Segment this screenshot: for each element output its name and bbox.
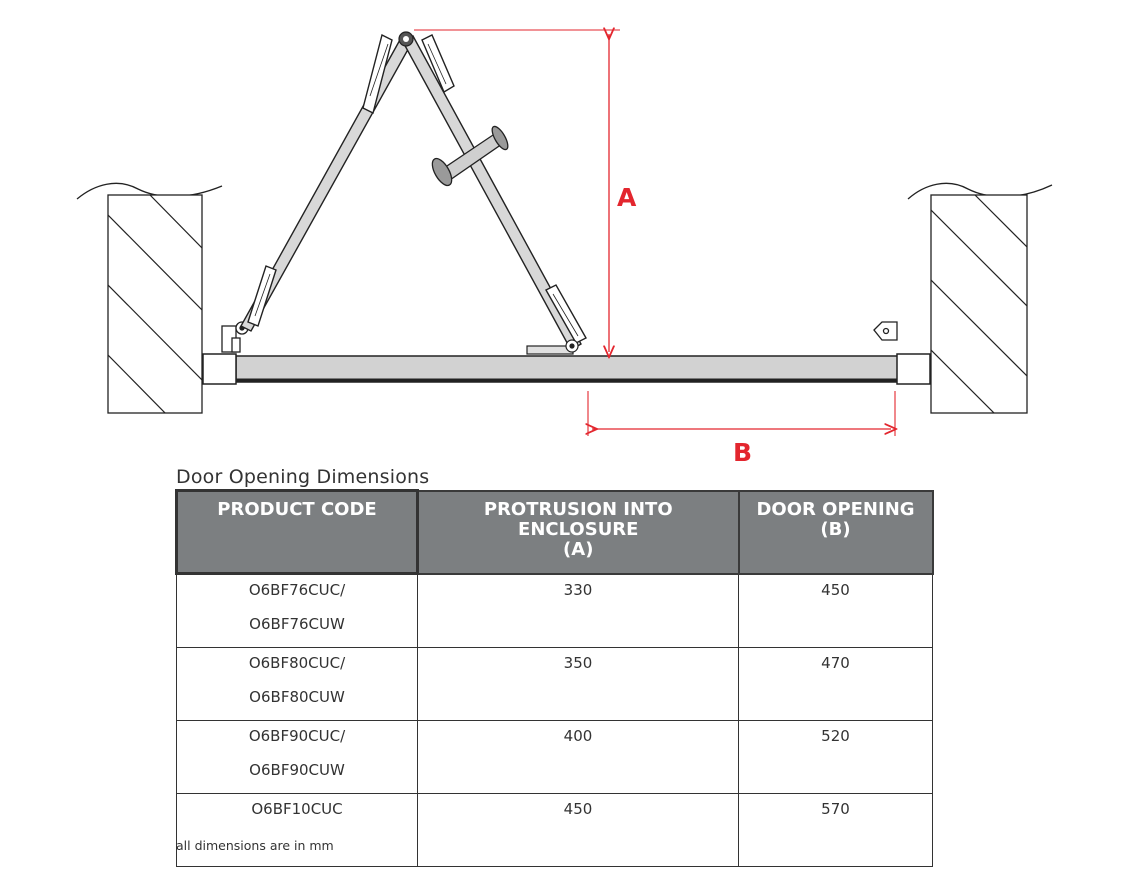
product-code-line2: O6BF76CUW — [249, 615, 345, 633]
product-code-cell — [177, 648, 418, 721]
dimension-a-label: A — [617, 183, 637, 212]
table-row — [177, 721, 933, 794]
protrusion-cell: 400 — [418, 721, 739, 794]
product-code-line2: O6BF90CUW — [249, 761, 345, 779]
shower-tray-rail — [203, 354, 930, 384]
table-row — [177, 574, 933, 648]
table-row — [177, 648, 933, 721]
door-opening-cell: 470 — [739, 648, 933, 721]
door-handle — [428, 124, 510, 188]
right-latch-bracket — [874, 322, 897, 340]
header-protrusion-line2: (A) — [563, 538, 594, 560]
product-code-cell — [177, 794, 418, 867]
door-opening-cell: 570 — [739, 794, 933, 867]
product-code-cell — [177, 721, 418, 794]
table-header-row — [177, 491, 933, 574]
header-product-code-text: PRODUCT CODE — [217, 499, 377, 520]
product-code-line1: O6BF76CUC/ — [248, 581, 346, 599]
door-opening-cell: 450 — [739, 574, 933, 648]
header-opening-line1: DOOR OPENING — [756, 498, 915, 520]
protrusion-cell: 350 — [418, 648, 739, 721]
header-product-code — [177, 491, 418, 574]
header-door-opening — [739, 491, 933, 574]
product-code-line1: O6BF80CUC/ — [248, 654, 346, 672]
right-door-panel — [403, 35, 586, 350]
product-code-line1: O6BF10CUC — [251, 800, 343, 818]
table-row — [177, 794, 933, 867]
header-opening-line2: (B) — [820, 518, 851, 540]
product-code-cell — [177, 574, 418, 648]
bottom-roller-guide — [527, 340, 578, 354]
header-protrusion-line1: PROTRUSION INTO ENCLOSURE — [483, 498, 673, 540]
product-code-line2: O6BF80CUW — [249, 688, 345, 706]
left-door-panel — [241, 35, 411, 331]
dimensions-table — [175, 489, 934, 867]
protrusion-cell: 330 — [418, 574, 739, 648]
product-code-line1: O6BF90CUC/ — [248, 727, 346, 745]
footnote: all dimensions are in mm — [176, 838, 334, 853]
table-title: Door Opening Dimensions — [176, 466, 430, 488]
protrusion-cell: 450 — [418, 794, 739, 867]
header-protrusion — [418, 491, 739, 574]
left-wall — [77, 183, 222, 418]
dimension-b-label: B — [733, 438, 753, 467]
top-pivot-hinge — [399, 32, 413, 46]
dimension-b — [588, 391, 895, 467]
door-opening-cell: 520 — [739, 721, 933, 794]
